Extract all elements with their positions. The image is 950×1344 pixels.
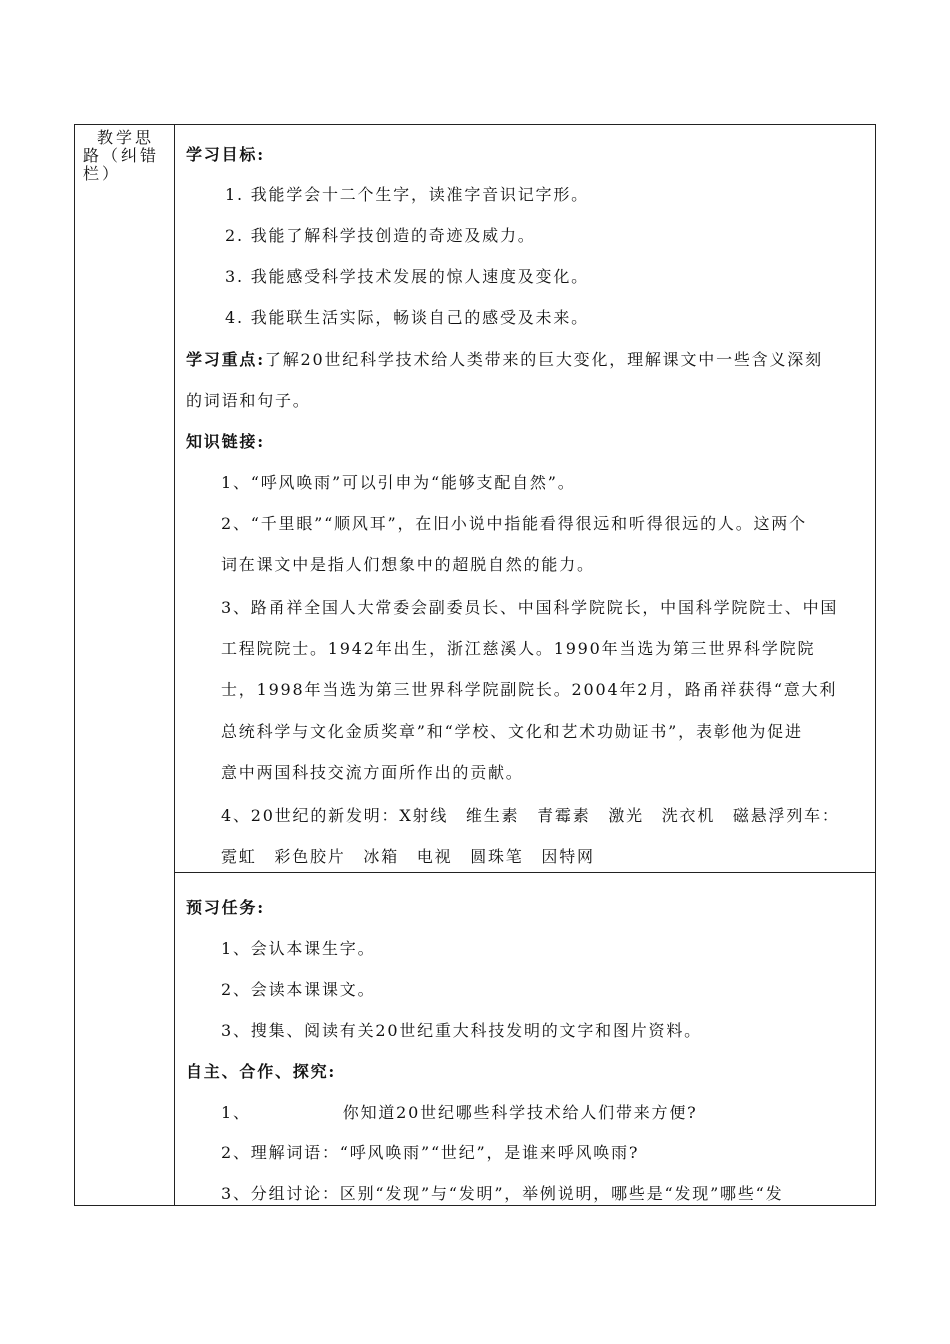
side-label-line: 教学思 bbox=[97, 128, 155, 147]
focus-paragraph bbox=[186, 350, 865, 370]
preview-item: 3、搜集、阅读有关20世纪重大科技发明的文字和图片资料。 bbox=[221, 1021, 702, 1040]
goal-item: 3. 我能感受科学技术发展的惊人速度及变化。 bbox=[225, 267, 589, 286]
knowledge-heading: 知识链接: bbox=[186, 432, 265, 451]
goals-heading: 学习目标: bbox=[186, 145, 265, 164]
knowledge-item-cont: 霓虹 彩色胶片 冰箱 电视 圆珠笔 因特网 bbox=[221, 847, 595, 866]
explore-item: 3、分组讨论：区别“发现”与“发明”，举例说明，哪些是“发现”哪些“发 bbox=[221, 1184, 784, 1203]
focus-text: 了解20世纪科学技术给人类带来的巨大变化，理解课文中一些含义深刻 bbox=[264, 350, 823, 369]
explore-item bbox=[221, 1103, 865, 1123]
explore-item: 2、理解词语：“呼风唤雨”“世纪”，是谁来呼风唤雨? bbox=[221, 1143, 640, 1162]
goal-item: 2. 我能了解科学技创造的奇迹及威力。 bbox=[225, 226, 536, 245]
knowledge-item-cont: 意中两国科技交流方面所作出的贡献。 bbox=[221, 763, 524, 782]
side-label-line: 栏） bbox=[83, 164, 122, 183]
knowledge-item-cont: 词在课文中是指人们想象中的超脱自然的能力。 bbox=[221, 555, 595, 574]
focus-heading: 学习重点: bbox=[186, 350, 265, 369]
lesson-plan-table bbox=[74, 124, 876, 1206]
side-label-cell bbox=[75, 125, 175, 1206]
side-label-line: 路（纠错 bbox=[83, 146, 160, 165]
table-bottom-border bbox=[74, 1205, 876, 1206]
explore-heading: 自主、合作、探究: bbox=[186, 1062, 337, 1081]
knowledge-item: 3、路甬祥全国人大常委会副委员长、中国科学院院长，中国科学院院士、中国 bbox=[221, 598, 839, 617]
knowledge-item: 1、“呼风唤雨”可以引申为“能够支配自然”。 bbox=[221, 473, 576, 492]
explore-item-text: 你知道20世纪哪些科学技术给人们带来方便? bbox=[342, 1103, 698, 1122]
knowledge-item: 2、“千里眼”“顺风耳”，在旧小说中指能看得很远和听得很远的人。这两个 bbox=[221, 514, 807, 533]
preview-item: 1、会认本课生字。 bbox=[221, 939, 376, 958]
content-cell bbox=[175, 125, 875, 1206]
row-divider bbox=[175, 872, 875, 873]
knowledge-item-cont: 士，1998年当选为第三世界科学院副院长。2004年2月，路甬祥获得“意大利 bbox=[221, 680, 838, 699]
preview-item: 2、会读本课课文。 bbox=[221, 980, 376, 999]
focus-text-cont: 的词语和句子。 bbox=[186, 391, 311, 410]
knowledge-item-cont: 工程院院士。1942年出生，浙江慈溪人。1990年当选为第三世界科学院院 bbox=[221, 639, 816, 658]
goal-item: 1. 我能学会十二个生字，读准字音识记字形。 bbox=[225, 185, 589, 204]
knowledge-item: 4、20世纪的新发明：X射线 维生素 青霉素 激光 洗衣机 磁悬浮列车： bbox=[221, 806, 840, 825]
preview-heading: 预习任务: bbox=[186, 898, 265, 917]
knowledge-item-cont: 总统科学与文化金质奖章”和“学校、文化和艺术功勋证书”，表彰他为促进 bbox=[221, 722, 803, 741]
explore-item-number: 1、 bbox=[221, 1103, 251, 1122]
goal-item: 4. 我能联生活实际，畅谈自己的感受及未来。 bbox=[225, 308, 589, 327]
